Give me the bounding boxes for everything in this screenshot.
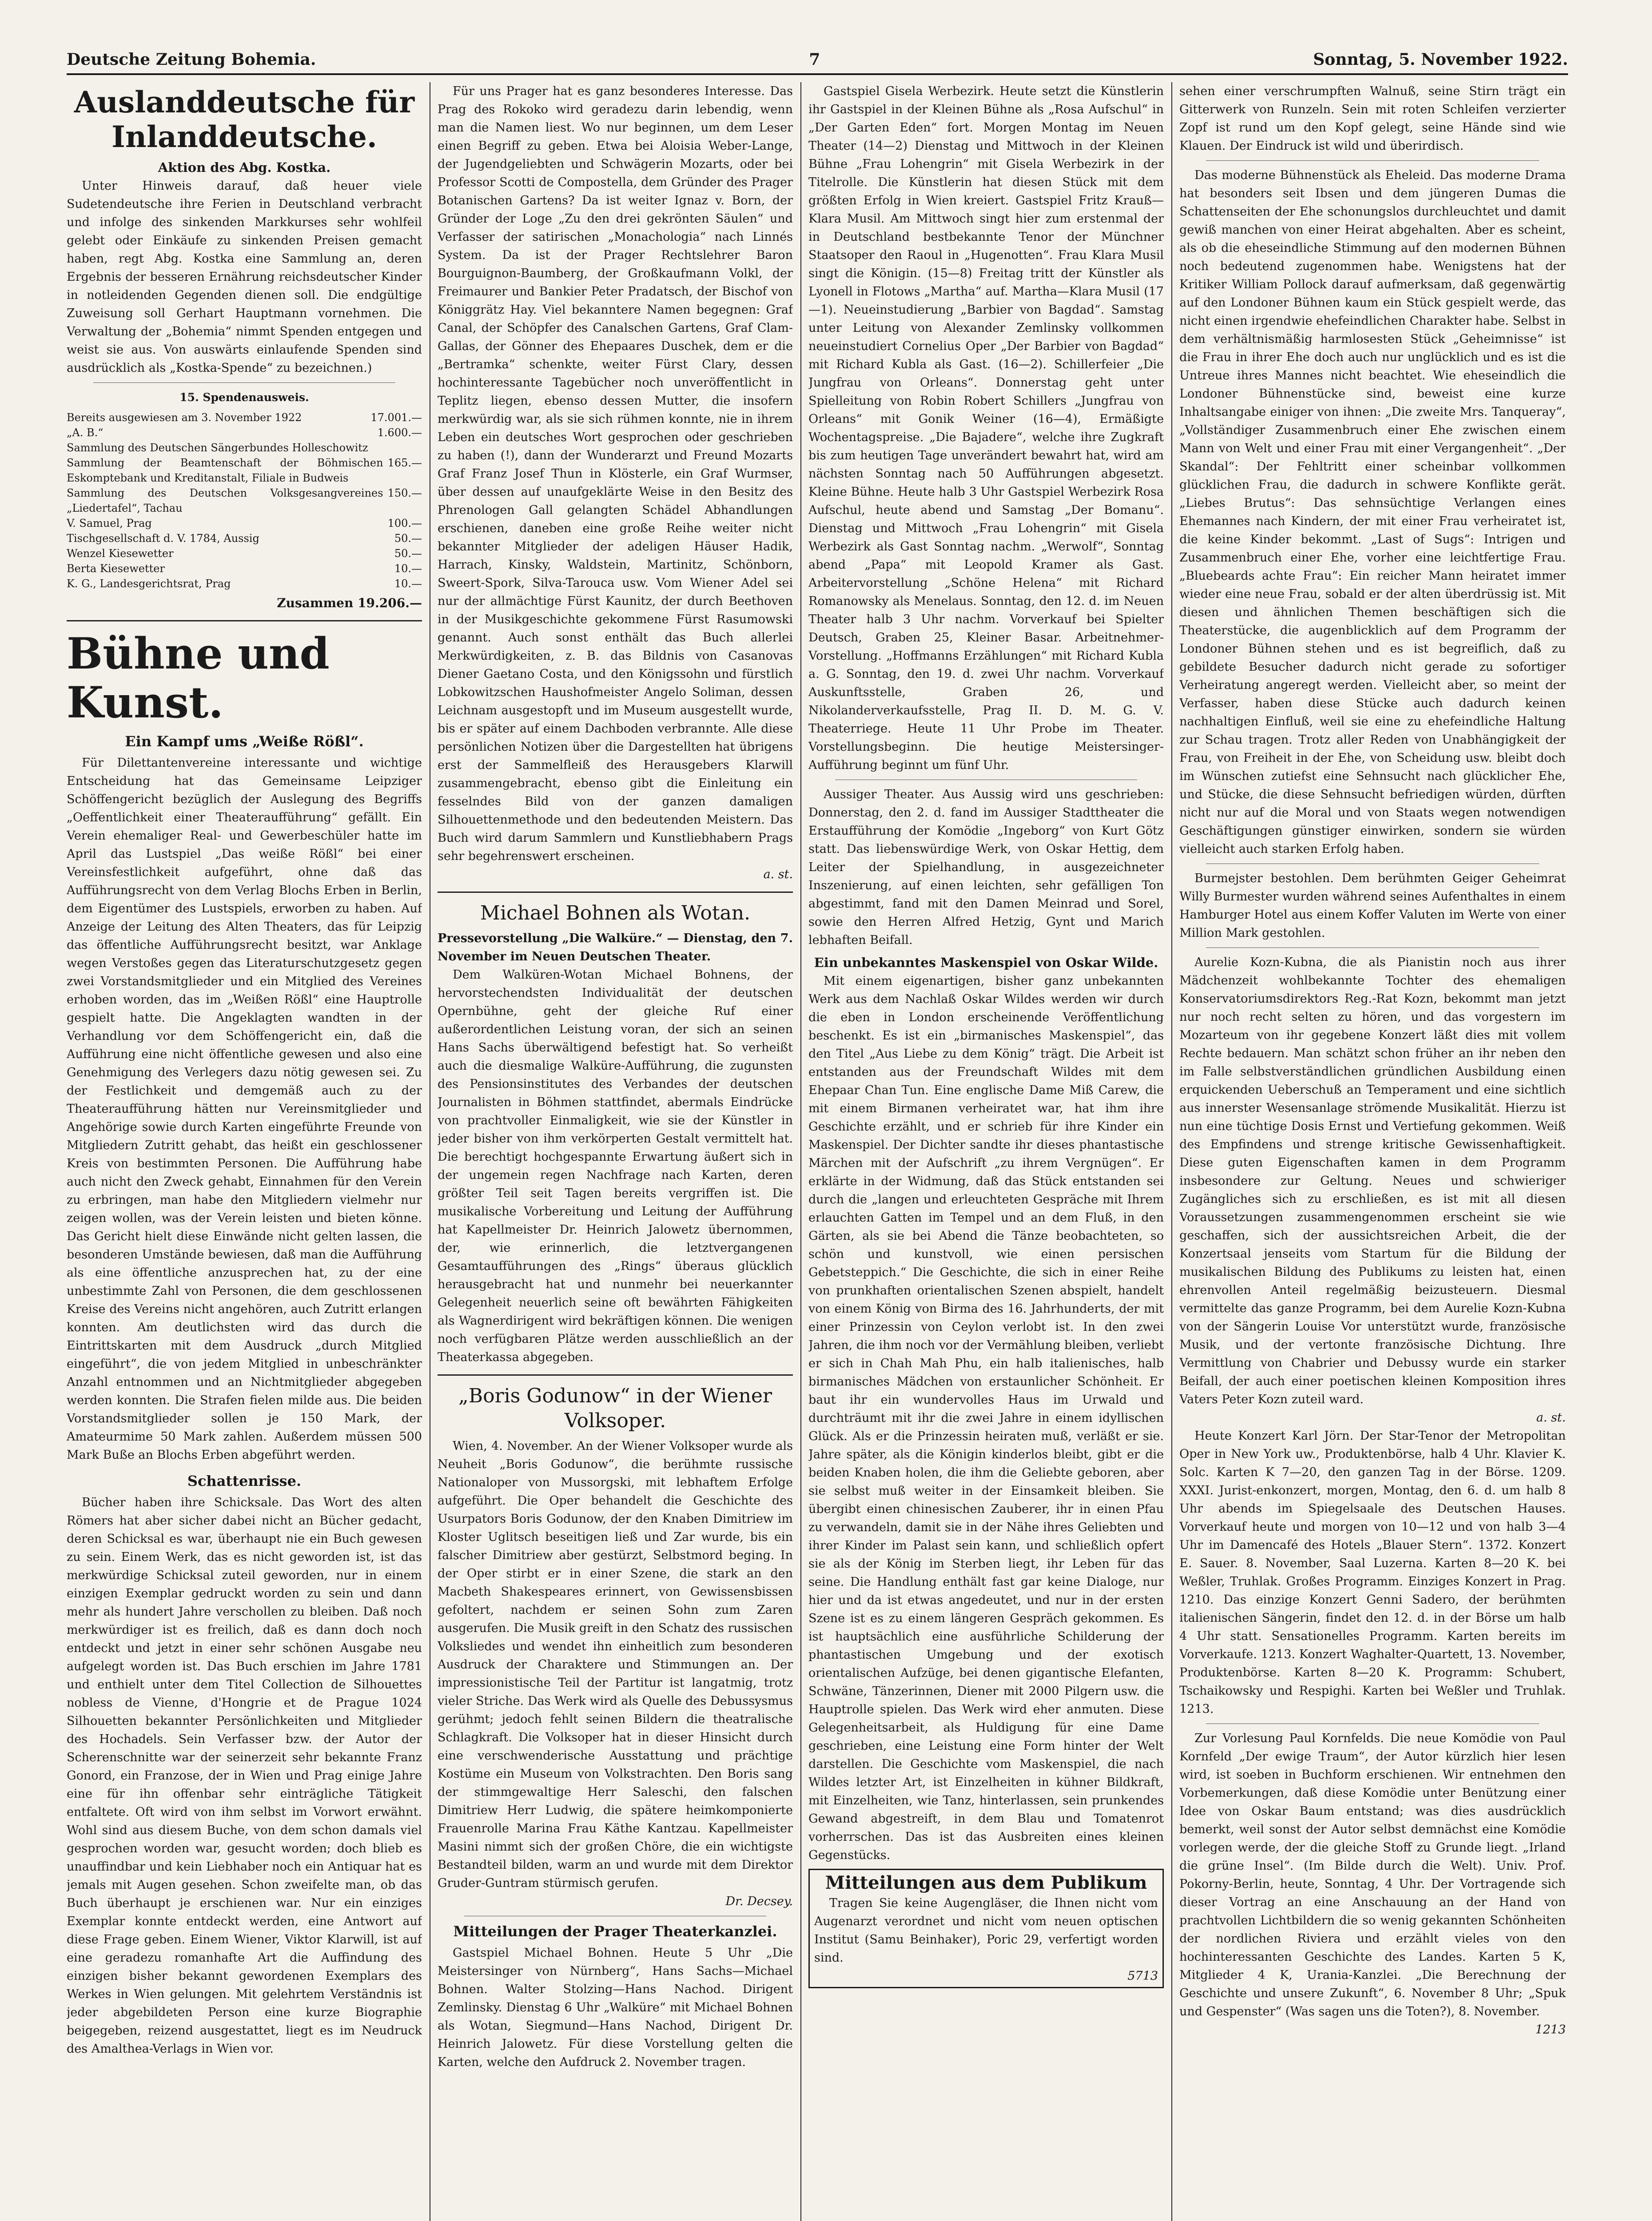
section-title: Bühne und Kunst. xyxy=(67,629,330,728)
ledger-row xyxy=(67,516,422,531)
ledger-label: Sammlung des Deutschen Sängerbundes Holleschowitz xyxy=(67,442,368,454)
ledger-amount: 100.— xyxy=(387,517,422,529)
article-body: Tragen Sie keine Augengläser, die Ihnen nicht vom Augenarzt verordnet und nicht vom neuen optischen Institut (Samu Beinhaker), Poric 29, verfertigt worden sind. xyxy=(814,1896,1158,1965)
ledger-row xyxy=(67,440,422,455)
article-signature: Dr. Decsey. xyxy=(725,1895,793,1908)
ledger-amount: 50.— xyxy=(394,547,422,560)
ledger-row xyxy=(67,546,422,561)
ledger-label: Sammlung des Deutschen Volksgesangvereines „Liedertafel“, Tachau xyxy=(67,487,383,514)
article-subtitle: Aktion des Abg. Kostka. xyxy=(158,160,331,175)
column-2 xyxy=(438,82,793,2221)
divider xyxy=(1206,1723,1539,1724)
article-body: Bücher haben ihre Schicksale. Das Wort des alten Römers hat aber sicher dabei nicht an Bücher gedacht, deren Schicksal es war, überhaupt nie ein Buch gewesen zu sein. Einem Werk, das es nicht geworden ist, ist das merkwürdige Schicksal zuteil geworden, nur in einem einzigen Exemplar gedruckt worden zu sein und dann mehr als hundert Jahre verschollen zu bleiben. Daß noch merkwürdiger ist es freilich, daß es dann doch noch entdeckt und jetzt in einer sehr schönen Ausgabe neu aufgelegt worden ist. Das Buch erschien im Jahre 1781 und enthielt unter dem Titel Collection de Silhouettes nobless de Vienne, d'Hongrie et de Prague 1024 Silhouetten bekannter Persönlichkeiten und Mitglieder des Hochadels. Sein Verfasser bzw. der Autor der Scherenschnitte war der seinerzeit sehr bekannte Franz Gonord, ein Franzose, der in Wien und Prag einige Jahre eine für ihn offenbar sehr einträgliche Tätigkeit entfaltete. Oft wird von ihm selbst im Vorwort erwähnt. Wohl sind aus diesem Buche, von dem schon damals viel gesprochen worden war, gesucht worden; doch blieb es unauffindbar und kein Liebhaber noch ein Antiquar hat es jemals mit Augen gesehen. Schon zweifelte man, ob das Buch überhaupt je erschienen war. Nur ein einziges Exemplar konnte entdeckt werden, eine Antwort auf diese Frage geben. Einem Wiener, Viktor Klarwill, ist auf eine geradezu romanhafte Art die Auffindung des einzigen bisher bekannt gewordenen Exemplars des Werkes in Wien gelungen. Mit gelehrtem Verständnis ist jeder abgebildeten Person eine kurze Biographie beigegeben, reizend ausgestattet, liegt es im Neudruck des Amalthea-Verlags in Wien vor. xyxy=(67,1496,422,2056)
ledger-total-label: Zusammen xyxy=(277,596,354,610)
article-body: Das moderne Bühnenstück als Eheleid. Das moderne Drama hat besonders seit Ibsen und dem jüngeren Dumas die Schattenseiten der Ehe schonungslos durchleuchtet und damit gewiß manchen von einer Heirat abgehalten. Aber es scheint, als ob die eheseindliche Stimmung auf den modernen Bühnen noch bedeutend zugenommen habe. Wenigstens hat der Kritiker William Pollock darauf aufmerksam, daß gegenwärtig auf den Londoner Bühnen kaum ein Stück gespielt werde, das nicht einen irgendwie ehefeindlichen Charakter habe. Selbst in dem verhältnismäßig harmlosesten Stück „Geheimnisse“ ist die Frau in ihrer Ehe doch auch nur unglücklich und es ist die Untreue ihres Mannes nicht beachtet. Wie eheseindlich die Londoner Bühnenstücke sind, beweist eine kurze Inhaltsangabe einiger von ihnen: „Die zweite Mrs. Tanqueray“, „Vollständiger Zusammenbruch einer Ehe zwischen einem Mann von Welt und einer Frau mit einer Vergangenheit“. „Der Skandal“: Der Fehltritt einer scheinbar vollkommen glücklichen Frau, die dadurch in schwere Konflikte gerät. „Liebes Brutus“: Das sehnsüchtige Verlangen eines Ehemannes nach Kindern, der mit einer Frau verheiratet ist, die keine Kinder bekommt. „Last of Sugs“: Intrigen und Zusammenbruch einer Ehe, vorher eine leichtfertige Frau. „Bluebeards achte Frau“: Ein reicher Mann heiratet immer wieder eine neue Frau, sobald er der alten überdrüssig ist. Mit diesen und ähnlichen Themen beschäftigen sich die Theaterstücke, die augenblicklich auf dem Programm der Londoner Bühnen stehen und es ist begreiflich, daß zu gebildete Besucher dadurch nicht gerade zu sofortiger Verheiratung angeregt werden. Vielleicht aber, so meint der Verfasser, haben diese Stücke auch dadurch keinen nachhaltigen Einfluß, weil sie eine zu ehefeindliche Haltung zur Schau tragen. Trotz aller Reden von Unabhängigkeit der Frau, von Freiheit in der Ehe, von Scheidung usw. bleibt doch im Wünschen zutiefst eine Sehnsucht nach glücklicher Ehe, und Stücke, die diese Sehnsucht befriedigen würden, dürften nicht nur auf die Moral und von Staats wegen notwendigen Geschäftigungen günstiger einwirken, sondern sie würden vielleicht auch starken Erfolg haben. xyxy=(1179,168,1566,856)
ledger-label: Bereits ausgewiesen am 3. November 1922 xyxy=(67,411,302,424)
divider xyxy=(1206,160,1539,161)
box-title: Mitteilungen aus dem Publikum xyxy=(825,1872,1147,1893)
article-body: Dem Walküren-Wotan Michael Bohnens, der hervorstechendsten Individualität der deutschen Opernbühne, geht der gleiche Ruf einer außerordentlichen Leistung voran, der sich an seinen Hans Sachs überwältigend befestigt hat. So verheißt auch die diesmalige Walküre-Aufführung, die zugunsten des Pensionsinstitutes des Verbandes der deutschen Journalisten in Böhmen stattfindet, abermals Eindrücke von prachtvoller Einmaligkeit, wie sie der Künstler in jeder bisher von ihm verkörperten Gestalt vermittelt hat. Die berechtigt hochgespannte Erwartung äußert sich in der ungemein regen Nachfrage nach Karten, deren größter Teil seit Tagen bereits vergriffen ist. Die musikalische Vorbereitung und Leitung der Aufführung hat Kapellmeister Dr. Heinrich Jalowetz übernommen, der, wie erinnerlich, die letztvergangenen Gesamtaufführungen des „Rings“ überaus glücklich herausgebracht hat und nunmehr bei neuerkannter Gelegenheit neuerlich seine oft bewährten Fähigkeiten als Wagnerdirigent wird bekräftigen können. Die wenigen noch verfügbaren Plätze werden ausschließlich an der Theaterkassa abgegeben. xyxy=(438,968,793,1364)
masthead-date: Sonntag, 5. November 1922. xyxy=(1313,50,1568,69)
ledger-title: 15. Spendenausweis. xyxy=(179,391,309,404)
divider xyxy=(438,1374,793,1376)
ledger-label: K. G., Landesgerichtsrat, Prag xyxy=(67,577,231,590)
masthead-page-number: 7 xyxy=(809,50,820,69)
ledger-label: Sammlung der Beamtenschaft der Böhmischen Eskomptebank und Kreditanstalt, Filiale in Budweis xyxy=(67,457,383,484)
donation-ledger xyxy=(67,410,422,591)
ledger-row xyxy=(67,410,422,425)
article-body: Für uns Prager hat es ganz besonderes Interesse. Das Prag des Rokoko wird geradezu darin lebendig, wenn man die Namen liest. Wo nur beginnen, um dem Leser einen Begriff zu geben. Etwa bei Aloisia Weber-Lange, der Jugendgeliebten und Schwägerin Mozarts, oder bei Professor Scotti de Compostella, dem Gründer des Prager Botanischen Gartens? Da ist weiter Ignaz v. Born, der Gründer der Loge „Zu den drei gekrönten Säulen“ und Verfasser der satirischen „Monachologia“ nach Linnés System. Da ist der Prager Rechtslehrer Baron Bourguignon-Baumberg, der Großkaufmann Volkl, der Freimaurer und Bankier Peter Pradatsch, der Bischof von Königgrätz Hay. Viel bekanntere Namen begegnen: Graf Canal, der Schöpfer des Canalschen Gartens, Graf Clam-Gallas, der Gönner des Ehepaares Duschek, dem er die „Bertramka“ schenkte, weiter Fürst Clary, dessen hochinteressante Tagebücher noch unveröffentlicht in Teplitz liegen, ebenso dessen Mutter, die insofern merkwürdig war, als sie sich rühmen konnte, nie in ihrem Leben ein deutsches Wort gesprochen oder geschrieben zu haben (!), dann der Wunderarzt und Freund Mozarts Graf Franz Josef Thun in Klösterle, ein Graf Wurmser, über dessen auf unaufgeklärte Weise in den Besitz des Phrenologen Gall gelangten Schädel Abhandlungen erschienen, daneben eine große Reihe weiter nicht bekannter Mitglieder der adeligen Häuser Hadik, Harrach, Kinsky, Waldstein, Martinitz, Schönborn, Sweert-Spork, Silva-Tarouca usw. Vom Wiener Adel sei nur der allmächtige Fürst Kaunitz, der durch Beethoven in der Musikgeschichte gekommene Fürst Rasumowski genannt. Auch sonst enthält das Buch allerlei Merkwürdigkeiten, z. B. das Bildnis von Casanovas Diener Gaetano Costa, und den Königssohn und fürstlich Lobkowitzschen Haushofmeister Angelo Soliman, dessen Leichnam ausgestopft und im Museum ausgestellt wurde, bis er später auf einem Dachboden verbrannte. Alle diese persönlichen Notizen über die Dargestellten hat übrigens erst der Sammelfleiß des Herausgebers Klarwill zusammengebracht, ebenso gibt die Einleitung ein fesselndes Bild von der ganzen damaligen Silhouettenmethode und den bedeutenden Meistern. Das Buch wird darum Sammlern und Kunstliebhabern Prags sehr begehrenswert erscheinen. xyxy=(438,84,793,863)
ledger-row xyxy=(67,425,422,440)
ledger-amount: 17.001.— xyxy=(370,411,422,424)
article-signature: a. st. xyxy=(1536,1411,1566,1425)
ledger-label: Wenzel Kiesewetter xyxy=(67,547,174,560)
article-body: Mit einem eigenartigen, bisher ganz unbekannten Werk aus dem Nachlaß Oskar Wildes werden wir durch die eben in London erscheinende Veröffentlichung beschenkt. Es ist ein „birmanisches Maskenspiel“, das den Titel „Aus Liebe zu dem König“ trägt. Die Arbeit ist entstanden aus der Freundschaft Wildes mit dem Ehepaar Chan Tun. Eine englische Dame Miß Carew, die mit einem Birmanen verheiratet war, hat ihm ihre Geschichte erzählt, und er schrieb für ihre Kinder ein Maskenspiel. Der Dichter sandte ihr dieses phantastische Märchen mit der Aufschrift „zu ihrem Vergnügen“. Er erklärte in der Widmung, daß das Stück entstanden sei durch die „langen und erleuchteten Gespräche mit Ihrem erlauchten Gatten im Tempel und an dem Fluß, in den Gärten, als sie bei Abend die Tänze beobachteten, so schön und kunstvoll, wie einen persischen Gebetsteppich.“ Die Geschichte, die sich in einer Reihe von prunkhaften orientalischen Szenen abspielt, handelt von einem König von Birma des 16. Jahrhunderts, der mit einer Prinzessin von Ceylon verlobt ist. In den zwei Jahren, die ihm noch vor der Vermählung bleiben, verliebt er sich in Chah Mah Phu, ein halb italienisches, halb birmanisches Mädchen von erstaunlicher Schönheit. Er baut ihr ein wundervolles Haus im Urwald und durchträumt mit ihr die zwei Jahre in einem idyllischen Glück. Als er die Prinzessin heiraten muß, verläßt er sie. Jahre später, als die Königin kinderlos bleibt, gibt er die beiden Knaben holen, die ihm die Geliebte geboren, aber sie selbst muß weiter in der Einsamkeit bleiben. Sie übergibt einen chinesischen Zauberer, ihr in einen Pfau zu verwandeln, damit sie in der Nähe ihres Geliebten und ihrer Kinder im Palast sein kann, und schließlich opfert sie als der König im Sterben liegt, ihr Leben für das seine. Die Handlung enthält fast gar keine Dialoge, nur hier und da ist etwas angedeutet, und nur in der ersten Szene ist es zu einem längeren Gespräch gekommen. Es ist hauptsächlich eine ausführliche Schilderung der phantastischen Umgebung und der exotisch orientalischen Aufzüge, bei denen gigantische Elefanten, Schwäne, Tänzerinnen, Diener mit 2000 Pilgern usw. die Hauptrolle spielen. Das Werk wird eher anmuten. Diese Gelegenheitsarbeit, als Huldigung für eine Dame geschrieben, eine Leistung eine Form hinter der Welt darstellen. Die Geschichte vom Maskenspiel, die nach Wildes letzter Art, ist Einzelheiten in kühner Bildkraft, mit Einzelheiten, wie Tanz, hinterlassen, sein prunkendes Gewand abgestreift, in dem Blau und Tomatenrot vorherrschen. Das ist das Ausbreiten eines kleinen Gegenstücks. xyxy=(808,974,1164,1862)
ledger-total-value: 19.206.— xyxy=(358,596,422,610)
article-headline: Ein Kampf ums „Weiße Rößl“. xyxy=(125,733,364,750)
article-body: Zur Vorlesung Paul Kornfelds. Die neue Komödie von Paul Kornfeld „Der ewige Traum“, der Autor kürzlich hier lesen wird, ist soeben in Buchform erschienen. Wir entnehmen den Vorbemerkungen, daß diese Komödie unter Benützung einer Idee von Oskar Baum entstand; was dies ausdrücklich bemerkt, weil sonst der Autor selbst demnächst eine Komödie vorlegen werde, der die gleiche Stoff zu Grunde liegt. „Irland die grüne Insel“. (Im Bilde durch die Welt). Univ. Prof. Pokorny-Berlin, heute, Sonntag, 4 Uhr. Der Vortragende sich dieser Vortrag an eine Anschauung an der Hand von prachtvollen Lichtbildern die so wenig gekannten Schönheiten der nordlichen Riviera und erzählt vieles von den hochinteressanten Geschichte des Landes. Karten 5 K, Mitglieder 4 K, Urania-Kanzlei. „Die Berechnung der Geschichte und unsere Zukunft“, 6. November 8 Uhr; „Spuk und Gespenster“ (Was sagen uns die Toten?), 8. November. xyxy=(1179,1731,1566,2018)
divider xyxy=(67,620,422,621)
article-headline: Ein unbekanntes Maskenspiel von Oskar Wilde. xyxy=(814,955,1158,970)
column-rule xyxy=(1171,82,1172,2221)
article-headline: Schattenrisse. xyxy=(187,1473,302,1489)
divider xyxy=(1206,947,1539,948)
masthead-paper-name: Deutsche Zeitung Bohemia. xyxy=(67,50,316,69)
article-headline: Auslanddeutsche für Inlanddeutsche. xyxy=(74,85,415,154)
ledger-row xyxy=(67,561,422,576)
ledger-label: V. Samuel, Prag xyxy=(67,517,152,529)
article-body: Heute Konzert Karl Jörn. Der Star-Tenor der Metropolitan Oper in New York uw., Produktenbörse, halb 4 Uhr. Klavier K. Solc. Karten K 7—20, den ganzen Tag in der Börse. 1209. XXXI. Jurist-enkonzert, morgen, Montag, den 6. d. um halb 8 Uhr abends im Spiegelsaale des Deutschen Hauses. Vorverkauf heute und morgen von 10—12 und von halb 3—4 Uhr im Damencafé des Hotels „Blauer Stern“. 1372. Konzert E. Sauer. 8. November, Saal Luzerna. Karten 8—20 K. bei Weßler, Truhlak. Großes Programm. Einziges Konzert in Prag. 1210. Das einzige Konzert Genni Sadero, der berühmten italienischen Sängerin, findet den 12. d. in der Börse um halb 4 Uhr statt. Sensationelles Programm. Karten bereits im Vorverkaufe. 1213. Konzert Waghalter-Quartett, 13. November, Produktenbörse. Karten 8—20 K. Programm: Schubert, Tschaikowsky und Respighi. Karten bei Weßler und Truhlak. 1213. xyxy=(1179,1429,1566,1716)
notice-number: 1213 xyxy=(1535,2023,1566,2037)
ledger-total xyxy=(67,594,422,612)
ledger-amount: 50.— xyxy=(394,532,422,545)
column-1 xyxy=(67,82,422,2221)
article-body: Wien, 4. November. An der Wiener Volksoper wurde als Neuheit „Boris Godunow“, die berühmte russische Nationaloper von Mussorgski, mit lebhaftem Erfolge aufgeführt. Die Oper behandelt die Geschichte des Usurpators Boris Godunow, der den Knaben Dimitriew im Kloster Uglitsch beseitigen ließ und Zar wurde, bis ein falscher Dimitriew aber gestürzt, Selbstmord beging. In der Oper stirbt er in einer Szene, die stark an den Macbeth Shakespeares erinnert, von Gewissensbissen gefoltert, nachdem er seinen Sohn zum Zaren ausgerufen. Die Musik greift in den Schatz des russischen Volksliedes und wendet ihn einheitlich zum besonderen Ausdruck der Charaktere und Stimmungen an. Der impressionistische Teil der Partitur ist langatmig, trotz vieler Striche. Das Werk wird als Quelle des Debussysmus gerühmt; jedoch fehlt seinen Bildern die theatralische Schlagkraft. Die Volksoper hat in dieser Hinsicht durch eine verschwenderische Ausstattung und prächtige Kostüme ein Museum von Volkstrachten. Den Boris sang der stimmgewaltige Herr Saleschi, den falschen Dimitriew Herr Ludwig, die spätere heimkomponierte Frauenrolle Marina Frau Käthe Kantzau. Kapellmeister Masini nimmt sich der großen Chöre, die ein wichtigste Bestandteil bilden, warm an und wurde mit dem Direktor Gruder-Guntram stürmisch gerufen. xyxy=(438,1439,793,1890)
ledger-label: Tischgesellschaft d. V. 1784, Aussig xyxy=(67,532,259,545)
ledger-row xyxy=(67,531,422,546)
column-4 xyxy=(1179,82,1566,2221)
divider xyxy=(93,382,395,383)
ledger-label: Berta Kiesewetter xyxy=(67,562,165,575)
public-notices-box xyxy=(808,1869,1164,1988)
article-body: Für Dilettantenvereine interessante und wichtige Entscheidung hat das Gemeinsame Leipziger Schöffengericht bezüglich der Auslegung des Begriffs „Oeffentlichkeit einer Theateraufführung“ gefällt. Ein Verein ehemaliger Real- und Gewerbeschüler hatte im April das Lustspiel „Das weiße Rößl“ bei einer Vereinsfestlichkeit aufgeführt, ohne daß das Aufführungsrecht von dem Verlag Blochs Erben in Berlin, dem Eigentümer des Lustspiels, erworben zu haben. Auf Anzeige der Leitung des Alten Theaters, das für Leipzig das öffentliche Aufführungsrecht besitzt, war Anklage wegen Verstoßes gegen das Literaturschutzgesetz gegen zwei Vorstandsmitglieder und ein Mitglied des Vereines erhoben worden, das im „Weißen Rößl“ eine Hauptrolle gespielt hatte. Die Angeklagten wandten in der Verhandlung vor dem Schöffengericht ein, daß die Aufführung eine nicht öffentliche gewesen und also eine Genehmigung des Verlegers dazu nötig gewesen sei. Zu der Festlichkeit und demgemäß auch zu der Theateraufführung hätten nur Vereinsmitglieder und Angehörige sowie durch Karten eingeführte Freunde von Mitgliedern Zutritt gehabt, das heißt ein geschlossener Kreis von bestimmten Personen. Die Aufführung habe auch nicht den Zweck gehabt, Einnahmen für den Verein zu erbringen, man habe den Mitgliedern vielmehr nur zeigen wollen, was der Verein leisten und bieten könne. Das Gericht hielt diese Einwände nicht gelten lassen, die besonderen Umstände bewiesen, daß man die Aufführung als eine öffentliche anzusprechen hat, zu der eine unbestimmte Zahl von Personen, die dem geschlossenen Kreise des Vereins nicht angehören, auch Zutritt erlangen konnten. Am deutlichsten wird das durch die Eintrittskarten mit dem Ausdruck „durch Mitglied eingeführt“, die von jedem Mitglied in unbeschränkter Anzahl entnommen und an Nichtmitglieder abgegeben werden konnten. Die Strafen fielen milde aus. Die beiden Vorstandsmitglieder sollen je 150 Mark, der Amateurmime 50 Mark zahlen. Außerdem müssen 500 Mark Buße an Blochs Erben abgeführt werden. xyxy=(67,756,422,1462)
divider xyxy=(438,892,793,893)
ledger-amount: 10.— xyxy=(394,577,422,590)
article-lead: Pressevorstellung „Die Walküre.“ — Dienstag, den 7. November im Neuen Deutschen Theater. xyxy=(438,931,793,963)
masthead-rule xyxy=(67,73,1568,75)
notice-number: 5713 xyxy=(1127,1969,1158,1983)
article-headline: Mitteilungen der Prager Theaterkanzlei. xyxy=(453,1923,777,1940)
article-body: Burmejster bestohlen. Dem berühmten Geiger Geheimrat Willy Burmester wurden während seines Aufenthaltes in einem Hamburger Hotel aus einem Koffer Valuten im Werte von einer Million Mark gestohlen. xyxy=(1179,872,1566,940)
article-body: Gastspiel Gisela Werbezirk. Heute setzt die Künstlerin ihr Gastspiel in der Kleinen Bühne als „Rosa Aufschul“ in „Der Garten Eden“ fort. Morgen Montag im Neuen Theater (14—2) Dienstag und Mittwoch in der Kleinen Bühne „Frau Lohengrin“ mit Gisela Werbezirk in der Titelrolle. Die Künstlerin hat diesen Stück mit dem größten Erfolg in Wien kreiert. Gastspiel Fritz Krauß—Klara Musil. Am Mittwoch singt hier zum erstenmal der in Deutschland bestbekannte Tenor der Münchner Staatsoper den Raoul in „Hugenotten“. Frau Klara Musil singt die Königin. (15—8) Freitag tritt der Künstler als Lyonell in Flotows „Martha“ auf. Martha—Klara Musil (17—1). Neueinstudierung „Barbier von Bagdad“. Samstag unter Leitung von Alexander Zemlinsky vollkommen neueinstudiert Cornelius Oper „Der Barbier von Bagdad“ mit Richard Kubla als Gast. (16—2). Schillerfeier „Die Jungfrau von Orleans“. Donnerstag geht unter Spielleitung von Robin Robert Schillers „Jungfrau von Orleans“ mit Gonik Weiner (16—4), Ermäßigte Wochentagspreise. „Die Bajadere“, welche ihre Zugkraft bis zum heutigen Tage unverändert bewahrt hat, wird am nächsten Sonntag nach 50 Aufführungen abgesetzt. Kleine Bühne. Heute halb 3 Uhr Gastspiel Werbezirk Rosa Aufschul, heute abend und Samstag „Der Bomanu“. Dienstag und Mittwoch „Frau Lohengrin“ mit Gisela Werbezirk als Gast Sonntag nachm. „Werwolf“, Sonntag abend „Papa“ mit Leopold Kramer als Gast. Arbeitervorstellung „Schöne Helena“ mit Richard Romanowsky als Menelaus. Sonntag, den 12. d. im Neuen Theater halb 3 Uhr nachm. Vorverkauf bei Spielter Deutsch, Graben 25, Kleiner Basar. Arbeitnehmer-Vorstellung. „Hoffmanns Erzählungen“ mit Richard Kubla a. G. Sonntag, den 19. d. zwei Uhr nachm. Vorverkauf Auskunftsstelle, Graben 26, und Nikolanderverkaufsstelle, Prag II. D. M. G. V. Theaterriege. Heute 11 Uhr Probe im Theater. Vorstellungsbeginn. Die heutige Meistersinger-Aufführung beginnt um fünf Uhr. xyxy=(808,84,1164,772)
ledger-label: „A. B.“ xyxy=(67,426,103,439)
ledger-amount: 10.— xyxy=(394,562,422,575)
column-3 xyxy=(808,82,1164,2221)
article-body: Aurelie Kozn-Kubna, die als Pianistin noch aus ihrer Mädchenzeit wohlbekannte Tochter des ehemaligen Konservatoriumsdirektors Reg.-Rat Kozn, bekommt man jetzt nur noch recht selten zu hören, und das vorgestern im Mozarteum von ihr gegebene Konzert läßt dies mit vollem Rechte bedauern. Man schätzt schon früher an ihr neben den im Falle selbstverständlichen gründlichen Ausbildung einen erquickenden Ueberschuß an Temperament und eine sichtlich aus innerster Wesensanlage strömende Musikalität. Hierzu ist nun eine tüchtige Dosis Ernst und Vertiefung gekommen. Weiß des Empfindens und strenge kritische Gewissenhaftigkeit. Diese guten Eigenschaften kamen in dem Programm insbesondere zur Geltung. Neues und schwieriger Zugängliches sich zu erschließen, es ist mit all diesen Voraussetzungen zusammengenommen erscheint sie wie geschaffen, sich der aussichtsreichen Arbeit, die der Konzertsaal jenseits vom Startum für die Bildung der musikalischen Bildung des Publikums zu leisten hat, einen ehrenvollen Anteil regelmäßig beizusteuern. Diesmal vermittelte das ganze Programm, bei dem Aurelie Kozn-Kubna von der Sängerin Louise Vor unterstützt wurde, französische Musik, und der vertonte französische Dichtung. Ihre Vermittlung von Chabrier und Debussy wurde ein starker Beifall, der auch einer poetischen kleinen Komposition ihres Vaters Peter Kozn zuteil ward. xyxy=(1179,955,1566,1406)
ledger-amount xyxy=(418,440,422,455)
article-body: Unter Hinweis darauf, daß heuer viele Sudetendeutsche ihre Ferien in Deutschland verbracht und infolge des sinkenden Markkurses sehr wohlfeil gelebt oder Einkäufe zu sinkenden Preisen gemacht haben, regt Abg. Kostka eine Sammlung an, deren Ergebnis der besseren Ernährung reichsdeutscher Kinder in notleidenden Gegenden dienen soll. Die endgültige Zuweisung soll Gerhart Hauptmann vornehmen. Die Verwaltung der „Bohemia“ nimmt Spenden entgegen und weist sie aus. Von auswärts einlaufende Spenden sind ausdrücklich als „Kostka-Spende“ zu bezeichnen.) xyxy=(67,179,422,375)
column-rule xyxy=(800,82,801,2221)
ledger-amount: 1.600.— xyxy=(377,426,422,439)
masthead xyxy=(67,42,1568,69)
article-headline: „Boris Godunow“ in der Wiener Volksoper. xyxy=(458,1385,772,1432)
ledger-row xyxy=(67,576,422,591)
ledger-row xyxy=(67,455,422,486)
ledger-amount: 150.— xyxy=(387,487,422,499)
article-body: sehen einer verschrumpften Walnuß, seine Stirn trägt ein Gitterwerk von Runzeln. Sein mit roten Schleifen verzierter Zopf ist rund um den Kopf gelegt, seine Hände sind wie Klauen. Der Eindruck ist wild und überirdisch. xyxy=(1179,84,1566,153)
article-body: Gastspiel Michael Bohnen. Heute 5 Uhr „Die Meistersinger von Nürnberg“, Hans Sachs—Michael Bohnen. Walter Stolzing—Hans Nachod. Dirigent Zemlinsky. Dienstag 6 Uhr „Walküre“ mit Michael Bohnen als Wotan, Siegmund—Hans Nachod, Dirigent Dr. Heinrich Jalowetz. Für diese Vorstellung gelten die Karten, welche den Aufdruck 2. November tragen. xyxy=(438,1946,793,2069)
article-body: Aussiger Theater. Aus Aussig wird uns geschrieben: Donnerstag, den 2. d. fand im Aussiger Stadttheater die Erstaufführung der Komödie „Ingeborg“ von Kurt Götz statt. Das liebenswürdige Werk, von Oskar Hettig, dem Leiter der Spielhandlung, in ausgezeichneter Inszenierung, auf einen leichten, sehr gefälligen Ton abgestimmt, fand mit den Damen Meinrad und Sorel, sowie den Herren Alfred Hetzig, Gynt und Marich lebhaften Beifall. xyxy=(808,788,1164,947)
article-headline: Michael Bohnen als Wotan. xyxy=(480,902,751,924)
ledger-amount: 165.— xyxy=(387,457,422,469)
article-signature: a. st. xyxy=(763,868,793,881)
ledger-row xyxy=(67,486,422,516)
